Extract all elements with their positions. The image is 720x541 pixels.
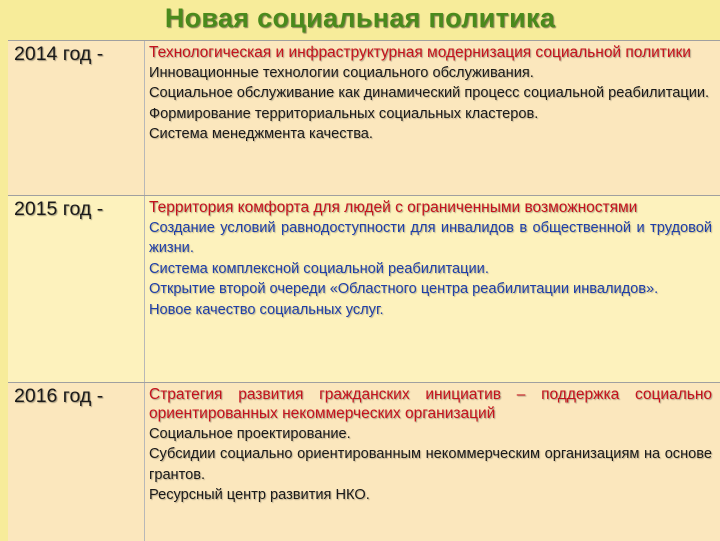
page-title: Новая социальная политика <box>164 3 556 33</box>
policy-item: Субсидии социально ориентированным некоммерческим организациям на основе грантов. <box>149 446 712 483</box>
policy-item: Открытие второй очереди «Областного центра реабилитации инвалидов». <box>149 281 659 298</box>
policy-item: Социальное проектирование. <box>149 426 351 442</box>
column-divider <box>144 383 145 541</box>
year-label: 2015 год - <box>14 198 104 220</box>
policy-item: Новое качество социальных услуг. <box>149 301 384 318</box>
policy-heading: Технологическая и инфраструктурная модернизация социальной политики <box>149 44 691 61</box>
policy-item: Создание условий равнодоступности для инвалидов в общественной и трудовой жизни. <box>149 220 712 257</box>
policy-heading: Территория комфорта для людей с ограниченными возможностями <box>149 199 638 216</box>
policy-content <box>149 198 712 320</box>
policy-row-2015 <box>8 195 720 382</box>
policy-content <box>149 43 712 145</box>
column-divider <box>144 41 145 195</box>
policy-row-2016 <box>8 382 720 541</box>
policy-item: Инновационные технологии социального обслуживания. <box>149 65 534 81</box>
policy-item: Ресурсный центр развития НКО. <box>149 487 370 504</box>
policy-row-2014 <box>8 40 720 195</box>
year-label: 2016 год - <box>14 385 104 407</box>
policy-content <box>149 385 712 506</box>
year-label: 2014 год - <box>14 43 104 65</box>
column-divider <box>144 196 145 382</box>
policy-item: Социальное обслуживание как динамический процесс социальной реабилитации. <box>149 85 710 102</box>
policy-item: Система комплексной социальной реабилитации. <box>149 260 489 277</box>
policy-item: Система менеджмента качества. <box>149 126 373 143</box>
policy-heading: Стратегия развития гражданских инициатив – поддержка социально ориентированных некоммерческих организаций <box>149 386 712 422</box>
policy-item: Формирование территориальных социальных кластеров. <box>149 105 539 122</box>
